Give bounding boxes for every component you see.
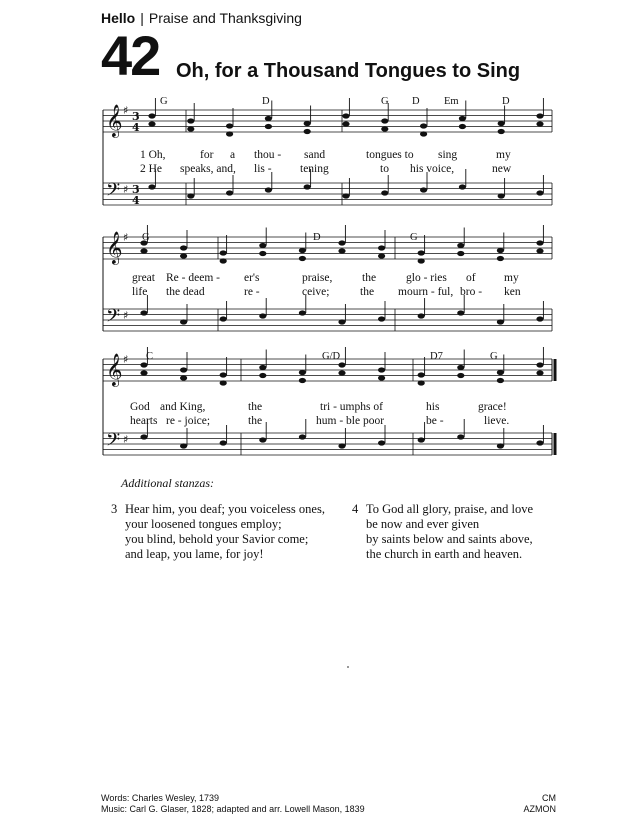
note-head [180,319,187,324]
note-head [342,113,349,118]
stanza-line: you blind, behold your Savior come; [125,532,309,546]
note-head [498,193,505,198]
note-head [148,121,155,126]
lyric-syllable: new [492,163,512,175]
note-head [226,123,233,128]
stanza-4 [352,502,534,562]
note-head [457,373,464,378]
note-head [381,118,388,123]
note-head [418,437,425,442]
note-head [299,370,306,375]
lyric-syllable: and King, [160,401,206,413]
header-separator: | [140,10,144,26]
chord-symbol: G [142,232,150,243]
lyric-syllable: great [132,272,155,284]
key-sharp-icon: ♯ [123,231,129,244]
note-head [418,313,425,318]
lyric-syllable: hearts [130,415,158,427]
stanza-line: and leap, you lame, for joy! [125,547,264,561]
lyric-syllable: glo - ries [406,272,447,284]
note-head [180,253,187,258]
stanza-number: 3 [111,502,118,516]
meter: CM [542,793,556,803]
lyric-syllable: for [200,149,214,161]
note-head [180,367,187,372]
note-head [148,184,155,189]
chord-symbol: D7 [430,351,443,362]
note-head [497,319,504,324]
stanza-line: Hear him, you deaf; you voiceless ones, [125,502,325,516]
key-sharp-icon: ♯ [123,309,129,322]
lyric-syllable: be - [426,415,444,427]
note-head [338,443,345,448]
note-head [536,121,543,126]
time-signature-top: 3 [132,183,140,196]
note-head [140,362,147,367]
lyric-syllable: the [248,401,263,413]
credits [101,793,365,815]
note-head [259,373,266,378]
lyric-syllable: his voice, [410,163,455,175]
lyric-syllable: 1 Oh, [140,149,166,161]
note-head [259,313,266,318]
note-head [457,434,464,439]
stanza-line: by saints below and saints above, [366,532,533,546]
note-head [498,121,505,126]
lyric-syllable: my [496,149,511,161]
stanza-line: be now and ever given [366,517,480,531]
note-head [536,316,543,321]
note-head [378,316,385,321]
note-head [420,123,427,128]
treble-clef-icon: 𝄞 [106,353,123,386]
hymn-title: Oh, for a Thousand Tongues to Sing [176,60,521,82]
lyric-syllable: Re - deem - [166,272,220,284]
lyric-syllable: praise, [302,272,333,284]
note-head [180,375,187,380]
lyric-syllable: hum - ble poor [316,415,385,427]
note-head [338,370,345,375]
note-head [457,365,464,370]
key-sharp-icon: ♯ [123,353,129,366]
note-head [299,310,306,315]
note-head [338,362,345,367]
chord-symbol: D [412,96,420,107]
note-head [140,370,147,375]
note-head [140,434,147,439]
note-head [338,240,345,245]
note-head [342,193,349,198]
lyric-syllable: thou - [254,149,282,161]
note-head [140,248,147,253]
note-head [536,113,543,118]
meter-tune [524,793,557,815]
lyric-syllable: tening [300,163,329,175]
note-head [459,124,466,129]
note-head [338,248,345,253]
note-head [378,375,385,380]
lyric-syllable: to [380,163,389,175]
lyric-syllable: sing [438,149,458,161]
stanza-number: 4 [352,502,359,516]
note-head [381,126,388,131]
note-head [378,253,385,258]
note-head [378,367,385,372]
note-head [497,248,504,253]
note-head [498,129,505,134]
section-title: Praise and Thanksgiving [148,10,302,26]
lyric-syllable: the dead [166,286,205,298]
stanza-line: the church in earth and heaven. [366,547,523,561]
note-head [457,251,464,256]
lyric-syllable: ceive; [302,286,330,298]
note-head [459,184,466,189]
note-head [265,116,272,121]
note-head [148,113,155,118]
note-head [220,372,227,377]
note-head [259,437,266,442]
lyric-syllable: of [466,272,476,284]
note-head [378,440,385,445]
music-credit: Music: Carl G. Glaser, 1828; adapted and arr. Lowell Mason, 1839 [101,804,365,814]
time-signature-bottom: 4 [132,121,140,134]
note-head [265,124,272,129]
lyric-syllable: re - [244,286,260,298]
note-head [187,126,194,131]
note-head [497,443,504,448]
lyric-syllable: my [504,272,519,284]
tune-name: AZMON [523,804,556,814]
note-head [299,256,306,261]
note-head [259,251,266,256]
book-title: Hello [101,10,136,26]
treble-clef-icon: 𝄞 [106,104,123,137]
note-head [497,370,504,375]
note-head [220,440,227,445]
chord-symbol: Em [444,96,459,107]
note-head [381,190,388,195]
note-head [226,190,233,195]
bass-clef-icon: 𝄢 [106,430,121,455]
chord-symbol: D [262,96,270,107]
lyric-syllable: mourn - ful, [398,286,454,298]
chord-symbol: G [410,232,418,243]
chord-symbol: C [146,351,154,362]
note-head [180,245,187,250]
note-head [220,380,227,385]
lyric-syllable: the [248,415,263,427]
note-head [418,372,425,377]
bass-clef-icon: 𝄢 [106,180,121,205]
key-sharp-icon: ♯ [123,433,129,446]
note-head [457,310,464,315]
note-head [187,118,194,123]
lyric-syllable: a [230,149,236,161]
lyric-syllable: his [426,401,440,413]
note-head [378,245,385,250]
note-head [536,362,543,367]
lyric-syllable: the [362,272,377,284]
chord-symbol: G/D [322,351,341,362]
bass-clef-icon: 𝄢 [106,306,121,331]
chord-symbol: D [502,96,510,107]
stanza-3 [111,502,325,562]
note-head [459,116,466,121]
music-system [103,225,552,331]
note-head [536,370,543,375]
note-head [418,250,425,255]
note-head [536,248,543,253]
note-head [180,443,187,448]
note-head [497,256,504,261]
note-head [342,121,349,126]
note-head [187,193,194,198]
note-head [304,121,311,126]
note-head [304,129,311,134]
chord-symbol: G [160,96,168,107]
additional-stanzas-label: Additional stanzas: [121,476,215,490]
lyric-syllable: grace! [478,401,507,413]
note-head [536,240,543,245]
hymn-number: 42 [101,24,160,87]
note-head [299,434,306,439]
lyric-syllable: tongues to [366,149,414,161]
note-head [420,131,427,136]
note-head [338,319,345,324]
lyric-syllable: God [130,401,150,413]
time-signature-bottom: 4 [132,194,140,207]
note-head [536,440,543,445]
page-speck [347,666,349,668]
lyric-syllable: life [132,286,148,298]
lyric-syllable: er's [244,272,260,284]
lyric-syllable: the [360,286,375,298]
note-head [304,184,311,189]
note-head [265,187,272,192]
note-head [418,380,425,385]
note-head [457,243,464,248]
note-head [299,248,306,253]
stanza-line: your loosened tongues employ; [125,517,282,531]
stanza-line: To God all glory, praise, and love [366,502,534,516]
key-sharp-icon: ♯ [123,104,129,117]
note-head [220,316,227,321]
note-head [259,243,266,248]
note-head [497,378,504,383]
note-head [299,378,306,383]
note-head [418,258,425,263]
lyric-syllable: re - joice; [166,415,211,427]
time-signature-top: 3 [132,110,140,123]
lyric-syllable: bro - [460,286,483,298]
note-head [420,187,427,192]
chord-symbol: G [381,96,389,107]
lyric-syllable: lieve. [484,415,510,427]
note-head [536,190,543,195]
lyric-syllable: ken [504,286,521,298]
lyric-syllable: 2 He [140,163,163,175]
lyric-syllable: tri - umphs of [320,401,383,413]
lyric-syllable: speaks, and, [180,163,236,175]
key-sharp-icon: ♯ [123,183,129,196]
note-head [259,365,266,370]
chord-symbol: G [490,351,498,362]
note-head [226,131,233,136]
treble-clef-icon: 𝄞 [106,231,123,264]
music-system [103,347,555,455]
chord-symbol: D [313,232,321,243]
note-head [220,258,227,263]
note-head [140,310,147,315]
note-head [220,250,227,255]
music-system [103,96,552,207]
lyric-syllable: lis - [254,163,272,175]
words-credit: Words: Charles Wesley, 1739 [101,793,220,803]
lyric-syllable: sand [304,149,326,161]
